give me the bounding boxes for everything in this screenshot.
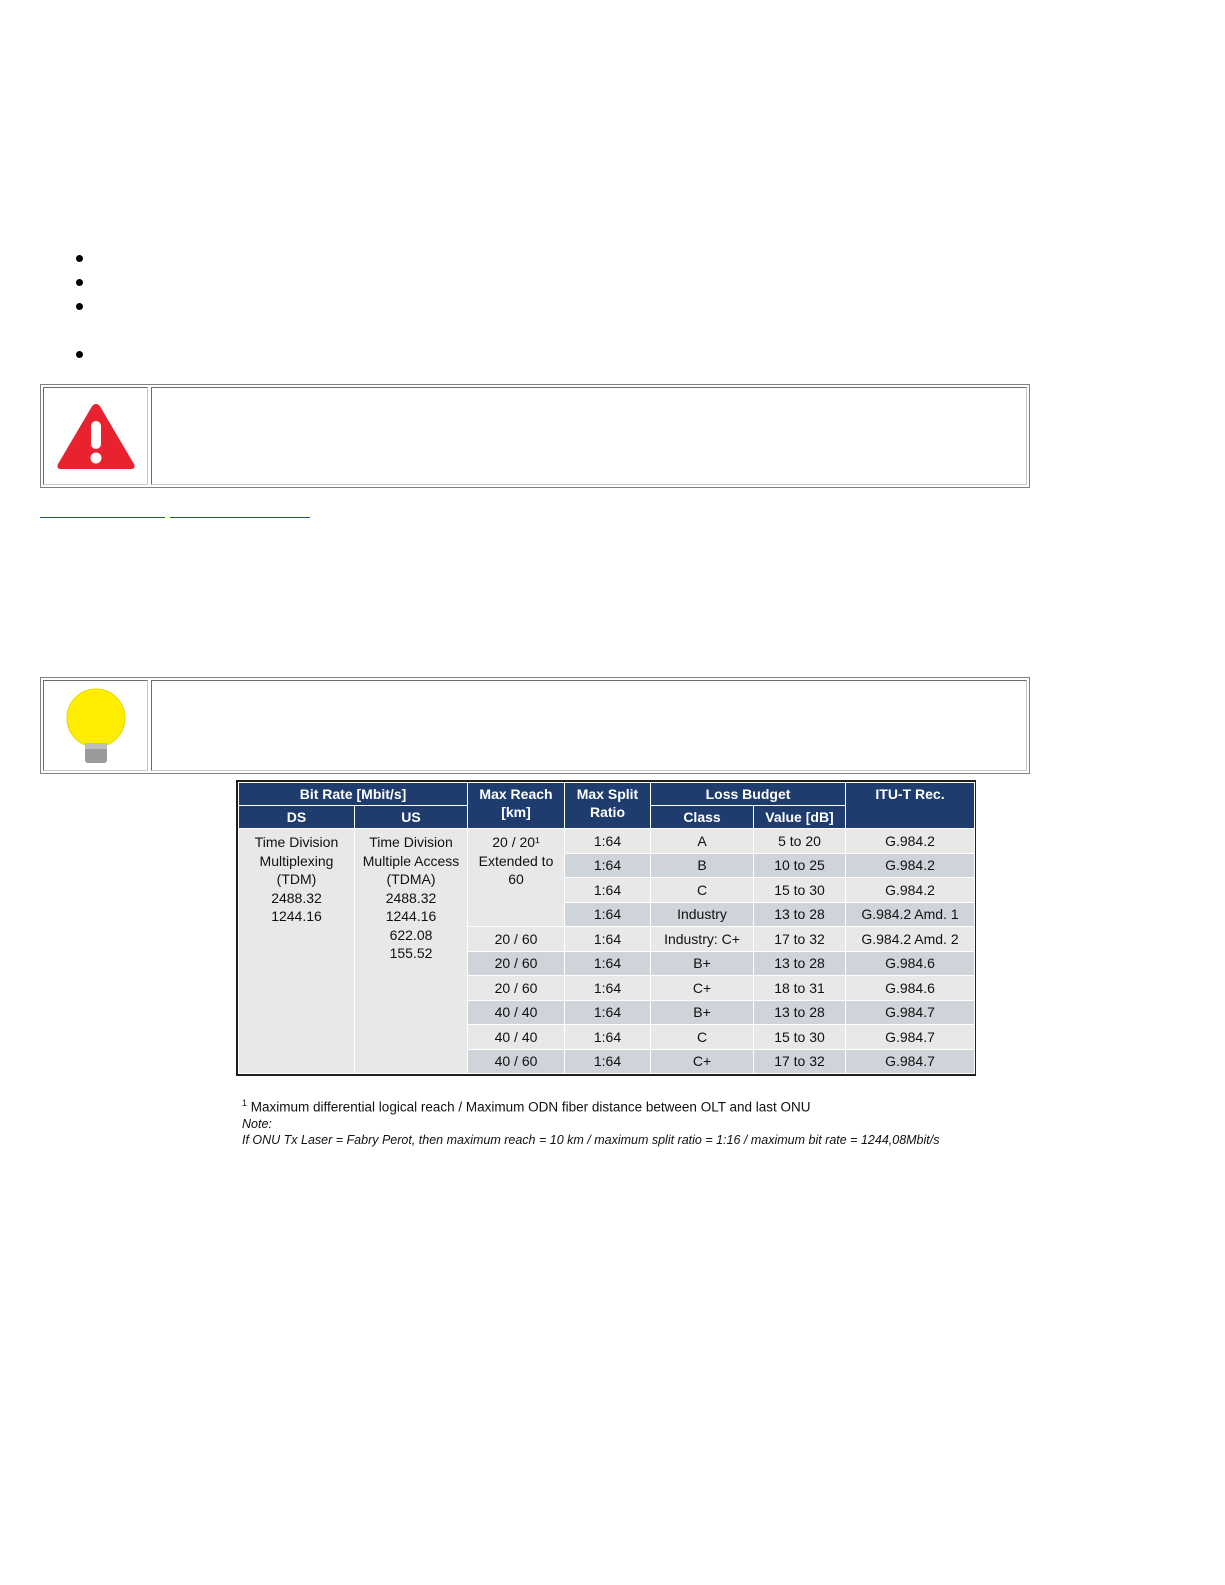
- us-line: Multiple Access: [362, 852, 460, 869]
- ds-line: (TDM): [276, 871, 317, 887]
- header-us: US: [355, 806, 468, 829]
- table-footnote: [242, 1095, 939, 1148]
- reach-cell: 40 / 40: [468, 1025, 565, 1050]
- itu-cell: G.984.6: [846, 951, 975, 976]
- ds-line: 2488.32: [271, 889, 322, 906]
- itu-cell: G.984.2: [846, 829, 975, 854]
- header-class: Class: [651, 806, 754, 829]
- us-line: 2488.32: [385, 889, 437, 906]
- class-cell: A: [651, 829, 754, 854]
- warning-triangle-icon: [55, 401, 137, 471]
- ds-line: Time Division: [254, 834, 339, 850]
- link-2[interactable]: [170, 516, 310, 518]
- tip-text: [151, 680, 1027, 771]
- itu-cell: G.984.7: [846, 1025, 975, 1050]
- split-cell: 1:64: [565, 853, 651, 878]
- reach-line: 60: [508, 871, 524, 887]
- split-cell: 1:64: [565, 1049, 651, 1074]
- itu-cell: G.984.2: [846, 878, 975, 903]
- warning-icon-cell: [43, 387, 148, 485]
- split-cell: 1:64: [565, 829, 651, 854]
- bullet-dot: [76, 351, 83, 358]
- class-cell: C: [651, 1025, 754, 1050]
- value-cell: 15 to 30: [754, 878, 846, 903]
- table-row: [239, 829, 975, 854]
- reach-line: 20 / 20¹: [492, 834, 540, 850]
- value-cell: 17 to 32: [754, 1049, 846, 1074]
- value-cell: 5 to 20: [754, 829, 846, 854]
- bullet-dot: [76, 303, 83, 310]
- header-max-reach: Max Reach [km]: [468, 783, 565, 829]
- value-cell: 13 to 28: [754, 1000, 846, 1025]
- split-cell: 1:64: [565, 927, 651, 952]
- value-cell: 17 to 32: [754, 927, 846, 952]
- header-ds: DS: [239, 806, 355, 829]
- footnote-line-1: $^1$ Maximum differential logical reach / Maximum ODN fiber distance between OLT and last ONU: [242, 1098, 811, 1115]
- class-cell: B: [651, 853, 754, 878]
- us-cell: [355, 829, 468, 1074]
- header-value: Value [dB]: [754, 806, 846, 829]
- split-cell: 1:64: [565, 902, 651, 927]
- header-itu: ITU-T Rec.: [846, 783, 975, 829]
- value-cell: 18 to 31: [754, 976, 846, 1001]
- warning-box: [40, 384, 1030, 488]
- reach-line: Extended to: [478, 852, 554, 869]
- class-cell: Industry: [651, 902, 754, 927]
- reach-cell: 20 / 60: [468, 976, 565, 1001]
- itu-cell: G.984.7: [846, 1049, 975, 1074]
- itu-cell: G.984.2 Amd. 2: [846, 927, 975, 952]
- link-row: [40, 516, 310, 518]
- split-cell: 1:64: [565, 1000, 651, 1025]
- split-cell: 1:64: [565, 951, 651, 976]
- gpon-table: [236, 780, 976, 1076]
- link-1[interactable]: [40, 516, 165, 518]
- ds-line: 1244.16: [271, 908, 322, 924]
- warning-text: [151, 387, 1027, 485]
- itu-cell: G.984.7: [846, 1000, 975, 1025]
- value-cell: 13 to 28: [754, 902, 846, 927]
- class-cell: C+: [651, 1049, 754, 1074]
- us-line: 1244.16: [385, 908, 437, 924]
- ds-line: Multiplexing: [259, 852, 334, 869]
- value-cell: 15 to 30: [754, 1025, 846, 1050]
- value-cell: 13 to 28: [754, 951, 846, 976]
- reach-cell: 20 / 60: [468, 927, 565, 952]
- class-cell: B+: [651, 1000, 754, 1025]
- split-cell: 1:64: [565, 1025, 651, 1050]
- header-bit-rate: Bit Rate [Mbit/s]: [239, 783, 468, 806]
- footnote-line-3: If ONU Tx Laser = Fabry Perot, then maximum reach = 10 km / maximum split ratio = 1:16 / maximum bit rate = 1244,08Mbit/s: [242, 1132, 940, 1147]
- class-cell: C: [651, 878, 754, 903]
- bullet-dot: [76, 255, 83, 262]
- tip-icon-cell: [43, 680, 148, 771]
- lightbulb-icon: [64, 686, 128, 766]
- class-cell: B+: [651, 951, 754, 976]
- footnote-note-label: Note:: [242, 1116, 272, 1131]
- us-line: Time Division: [369, 834, 453, 850]
- reach-cell: 40 / 60: [468, 1049, 565, 1074]
- class-cell: C+: [651, 976, 754, 1001]
- value-cell: 10 to 25: [754, 853, 846, 878]
- itu-cell: G.984.6: [846, 976, 975, 1001]
- header-loss-budget: Loss Budget: [651, 783, 846, 806]
- itu-cell: G.984.2 Amd. 1: [846, 902, 975, 927]
- reach-merged-cell: [468, 829, 565, 927]
- us-line: (TDMA): [386, 871, 436, 887]
- tip-box: [40, 677, 1030, 774]
- ds-cell: [239, 829, 355, 1074]
- us-line: 155.52: [389, 945, 433, 961]
- header-max-split: Max Split Ratio: [565, 783, 651, 829]
- us-line: 622.08: [389, 926, 433, 943]
- split-cell: 1:64: [565, 878, 651, 903]
- reach-cell: 20 / 60: [468, 951, 565, 976]
- bullet-dot: [76, 279, 83, 286]
- itu-cell: G.984.2: [846, 853, 975, 878]
- split-cell: 1:64: [565, 976, 651, 1001]
- class-cell: Industry: C+: [651, 927, 754, 952]
- reach-cell: 40 / 40: [468, 1000, 565, 1025]
